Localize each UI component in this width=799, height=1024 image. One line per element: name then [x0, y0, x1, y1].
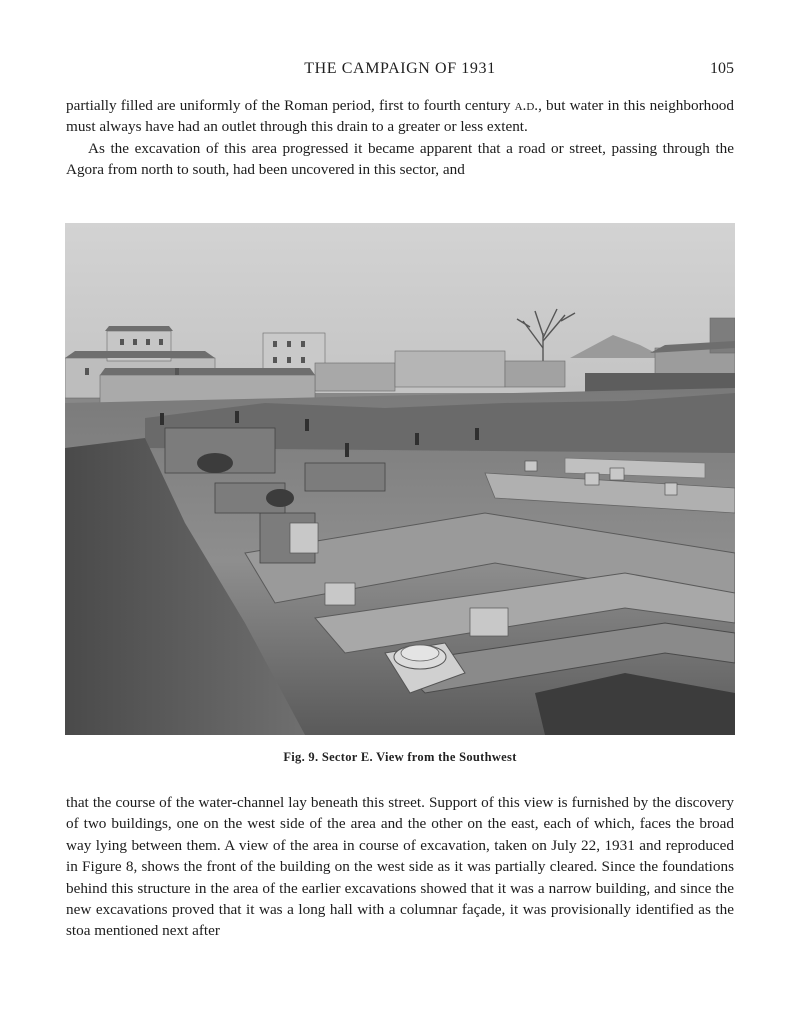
era-abbreviation: a.d.	[514, 97, 539, 114]
paragraph-text: , but water in this neighborhood must always have had an outlet through this drain to a greater or less extent.	[66, 97, 734, 136]
bottom-text-block	[66, 792, 734, 942]
excavation-photograph	[65, 223, 735, 735]
paragraph-text: partially filled are uniformly of the Roman period, first to fourth century	[66, 97, 515, 114]
paragraph: As the excavation of this area progressed it became apparent that a road or street, passing through the Agora from north to south, had been uncovered in this sector, and	[66, 139, 734, 179]
running-title: THE CAMPAIGN OF 1931	[304, 60, 496, 77]
top-text-block	[66, 95, 734, 181]
paragraph: that the course of the water-channel lay beneath this street. Support of this view is furnished by the discovery of two buildings, one on the west side of the area and the other on the east, each of which, faces the broad way lying between them. A view of the area in course of excavation, taken on July 22, 1931 and reproduced in Figure 8, shows the front of the building on the west side as it was partially cleared. Since the foundations behind this structure in the area of the earlier excavations showed that it was a narrow building, and since the new excavations proved that it was a long hall with a columnar façade, it was provisionally identified as the stoa mentioned next after	[66, 794, 734, 940]
paragraph-continued	[66, 95, 734, 138]
running-head	[66, 60, 734, 82]
photo-illustration	[65, 223, 735, 735]
page-number: 105	[710, 60, 734, 77]
figure-caption: Fig. 9. Sector E. View from the Southwest	[283, 750, 517, 764]
